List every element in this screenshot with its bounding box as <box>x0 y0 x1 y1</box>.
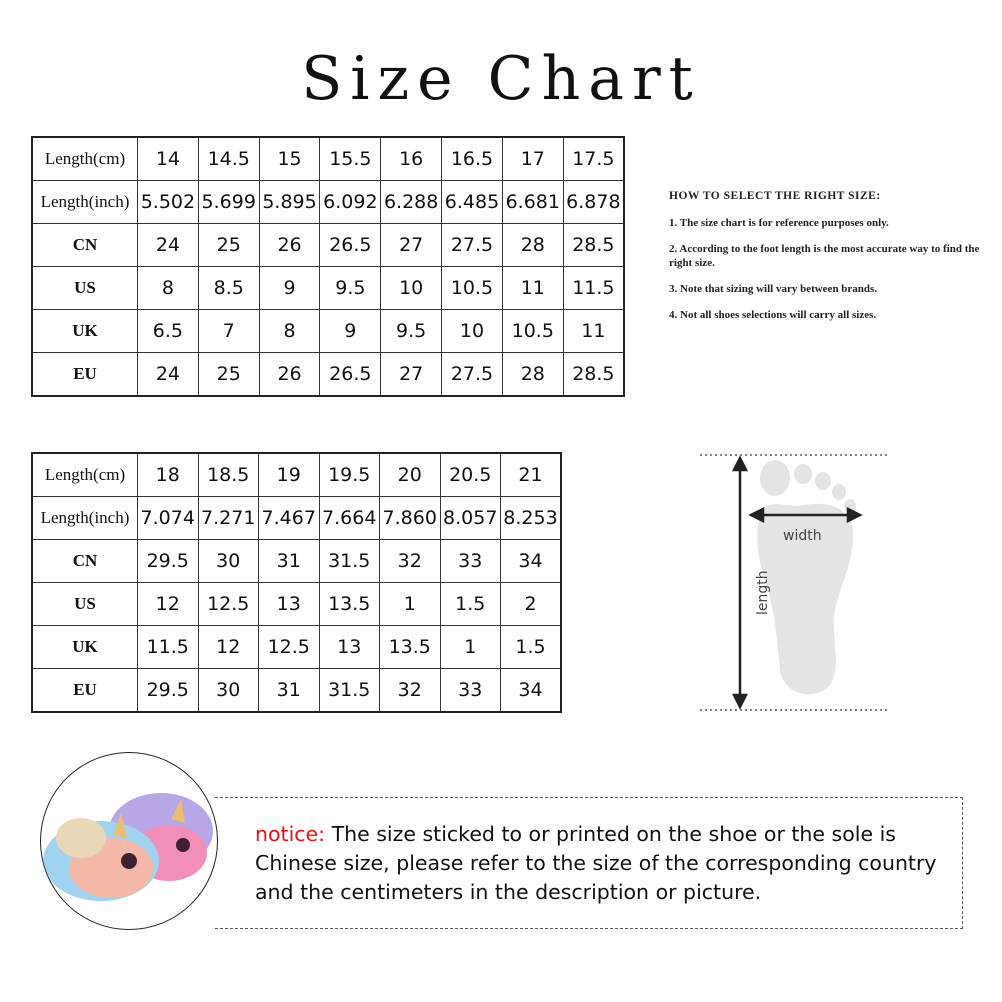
notice-body: The size sticked to or printed on the shoe or the sole is Chinese size, please refer to the size of the corresponding country and the centimeters in the description or picture. <box>255 822 937 904</box>
howto-item: 1. The size chart is for reference purposes only. <box>669 217 889 229</box>
howto-heading: HOW TO SELECT THE RIGHT SIZE: <box>669 190 881 202</box>
table-cell: 27 <box>381 353 442 397</box>
table-cell: 31 <box>259 540 320 583</box>
table-row <box>32 540 561 583</box>
table-cell: 14 <box>138 137 199 181</box>
table-cell: 15 <box>259 137 320 181</box>
row-label: EU <box>32 353 138 397</box>
length-label: length <box>755 570 771 615</box>
table-cell: 13 <box>319 626 380 669</box>
table-cell: 10 <box>381 267 442 310</box>
table-cell: 5.895 <box>259 181 320 224</box>
table-cell: 6.878 <box>563 181 624 224</box>
table-cell: 9 <box>259 267 320 310</box>
table-cell: 12 <box>198 626 259 669</box>
table-cell: 21 <box>501 453 562 497</box>
table-cell: 27 <box>381 224 442 267</box>
table-cell: 7.271 <box>198 497 259 540</box>
table-cell: 33 <box>440 669 501 713</box>
slipper-product-image <box>40 752 218 930</box>
table-cell: 7.467 <box>259 497 320 540</box>
row-label: CN <box>32 224 138 267</box>
table-cell: 7.860 <box>380 497 441 540</box>
row-label: US <box>32 583 138 626</box>
table-cell: 5.502 <box>138 181 199 224</box>
table-cell: 12 <box>138 583 199 626</box>
howto-item: 2. According to the foot length is the most accurate way to find the right size. <box>669 243 980 269</box>
table-row <box>32 224 624 267</box>
table-cell: 13 <box>259 583 320 626</box>
table-cell: 26.5 <box>320 224 381 267</box>
table-cell: 19 <box>259 453 320 497</box>
table-cell: 27.5 <box>442 353 503 397</box>
table-cell: 8.5 <box>198 267 259 310</box>
table-cell: 6.5 <box>138 310 199 353</box>
table-cell: 15.5 <box>320 137 381 181</box>
table-cell: 10 <box>442 310 503 353</box>
table-cell: 8 <box>138 267 199 310</box>
table-cell: 31 <box>259 669 320 713</box>
table-row <box>32 267 624 310</box>
table-cell: 11.5 <box>563 267 624 310</box>
page-title: Size Chart <box>301 44 701 114</box>
table-cell: 28 <box>502 224 563 267</box>
table-row <box>32 497 561 540</box>
width-label: width <box>783 528 822 544</box>
table-cell: 10.5 <box>442 267 503 310</box>
table-cell: 6.485 <box>442 181 503 224</box>
table-cell: 28.5 <box>563 224 624 267</box>
notice-text <box>255 820 955 907</box>
table-cell: 9.5 <box>381 310 442 353</box>
table-cell: 30 <box>198 540 259 583</box>
table-cell: 1.5 <box>501 626 562 669</box>
table-cell: 11 <box>563 310 624 353</box>
row-label: EU <box>32 669 138 713</box>
table-cell: 30 <box>198 669 259 713</box>
table-cell: 10.5 <box>502 310 563 353</box>
row-label: Length(inch) <box>32 497 138 540</box>
howto-item: 4. Not all shoes selections will carry all sizes. <box>669 309 877 321</box>
size-table-small <box>31 136 625 397</box>
table-cell: 11.5 <box>138 626 199 669</box>
table-cell: 17 <box>502 137 563 181</box>
table-cell: 1 <box>440 626 501 669</box>
table-cell: 31.5 <box>319 669 380 713</box>
table-cell: 32 <box>380 669 441 713</box>
foot-measurement-diagram <box>695 450 895 715</box>
table-cell: 18.5 <box>198 453 259 497</box>
table-cell: 12.5 <box>198 583 259 626</box>
table-row <box>32 453 561 497</box>
table-cell: 6.681 <box>502 181 563 224</box>
table-cell: 26 <box>259 353 320 397</box>
table-cell: 17.5 <box>563 137 624 181</box>
table-cell: 9.5 <box>320 267 381 310</box>
howto-item: 3. Note that sizing will vary between brands. <box>669 283 878 295</box>
table-cell: 6.092 <box>320 181 381 224</box>
table-cell: 29.5 <box>138 669 199 713</box>
table-cell: 28 <box>502 353 563 397</box>
table-cell: 6.288 <box>381 181 442 224</box>
table-cell: 8 <box>259 310 320 353</box>
table-cell: 1.5 <box>440 583 501 626</box>
table-cell: 20 <box>380 453 441 497</box>
table-cell: 29.5 <box>138 540 199 583</box>
row-label: Length(inch) <box>32 181 138 224</box>
size-table-large <box>31 452 562 713</box>
table-cell: 8.253 <box>501 497 562 540</box>
table-cell: 34 <box>501 669 562 713</box>
table-row <box>32 181 624 224</box>
table-cell: 13.5 <box>380 626 441 669</box>
table-cell: 25 <box>198 353 259 397</box>
table-cell: 8.057 <box>440 497 501 540</box>
table-cell: 7 <box>198 310 259 353</box>
row-label: CN <box>32 540 138 583</box>
table-cell: 11 <box>502 267 563 310</box>
table-cell: 32 <box>380 540 441 583</box>
table-cell: 7.074 <box>138 497 199 540</box>
table-cell: 26 <box>259 224 320 267</box>
table-row <box>32 583 561 626</box>
table-cell: 7.664 <box>319 497 380 540</box>
table-cell: 33 <box>440 540 501 583</box>
table-cell: 34 <box>501 540 562 583</box>
footprint-icon <box>757 460 856 694</box>
row-label: UK <box>32 310 138 353</box>
table-cell: 24 <box>138 224 199 267</box>
table-cell: 14.5 <box>198 137 259 181</box>
row-label: Length(cm) <box>32 137 138 181</box>
table-cell: 12.5 <box>259 626 320 669</box>
notice-label: notice: <box>255 822 326 846</box>
table-cell: 13.5 <box>319 583 380 626</box>
how-to-select-size <box>669 190 989 334</box>
table-cell: 27.5 <box>442 224 503 267</box>
table-cell: 26.5 <box>320 353 381 397</box>
table-cell: 24 <box>138 353 199 397</box>
table-row <box>32 626 561 669</box>
table-cell: 2 <box>501 583 562 626</box>
table-row <box>32 137 624 181</box>
table-row <box>32 310 624 353</box>
table-cell: 1 <box>380 583 441 626</box>
table-cell: 19.5 <box>319 453 380 497</box>
table-cell: 25 <box>198 224 259 267</box>
table-cell: 18 <box>138 453 199 497</box>
table-cell: 20.5 <box>440 453 501 497</box>
table-cell: 9 <box>320 310 381 353</box>
length-arrow <box>734 458 746 707</box>
table-cell: 31.5 <box>319 540 380 583</box>
row-label: UK <box>32 626 138 669</box>
table-cell: 28.5 <box>563 353 624 397</box>
notice-box <box>215 797 963 929</box>
row-label: US <box>32 267 138 310</box>
table-cell: 16.5 <box>442 137 503 181</box>
row-label: Length(cm) <box>32 453 138 497</box>
table-cell: 16 <box>381 137 442 181</box>
table-row <box>32 669 561 713</box>
table-row <box>32 353 624 397</box>
table-cell: 5.699 <box>198 181 259 224</box>
